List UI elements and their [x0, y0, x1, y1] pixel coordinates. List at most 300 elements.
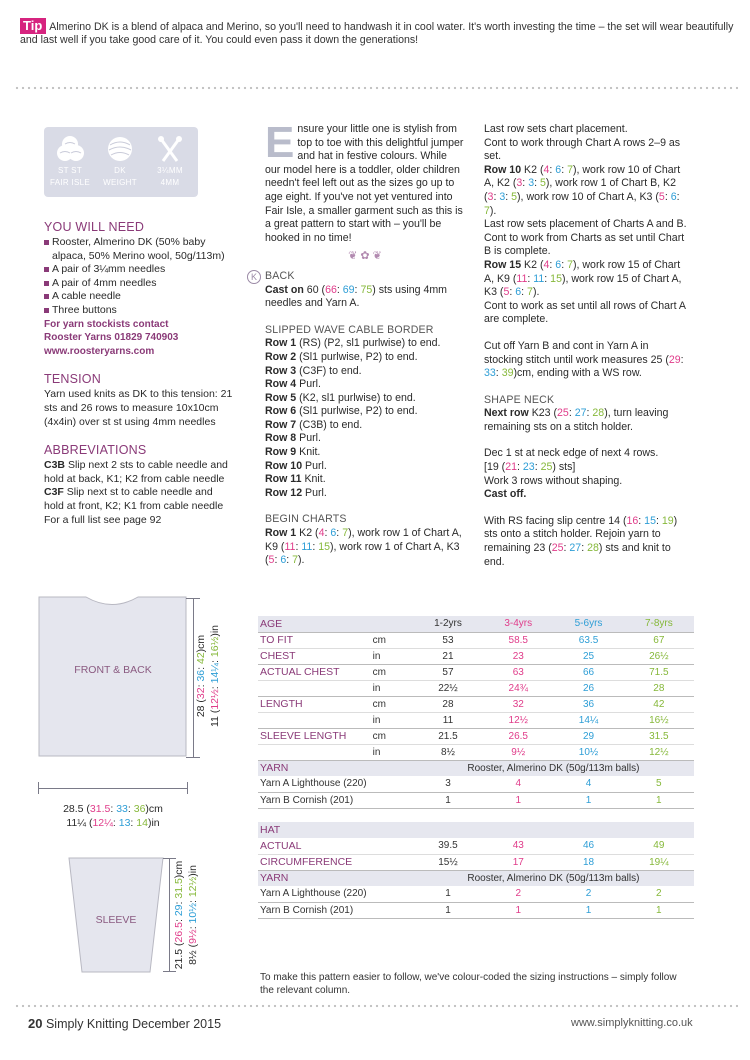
right-column — [484, 123, 689, 569]
border-row — [265, 419, 465, 433]
cell: 23 — [483, 648, 553, 664]
table-row — [258, 902, 694, 918]
age-2: 3-4yrs — [483, 616, 553, 632]
yarn-a-label: Yarn A Lighthouse (220) — [258, 776, 413, 792]
stitch-label-2: FAIR ISLE — [49, 178, 91, 187]
text: : — [173, 898, 185, 905]
needle-label-1: 3¼MM — [157, 166, 183, 175]
pattern-icons — [44, 127, 198, 197]
size4: 7 — [567, 163, 573, 176]
text: K2 ( — [524, 258, 544, 271]
size4: 7 — [292, 554, 299, 567]
para: Cont to work as set until all rows of Chart A are complete. — [484, 299, 686, 326]
cell: 18 — [553, 854, 623, 870]
text: 11¼ ( — [66, 817, 93, 829]
row-key: Row 9 — [265, 446, 297, 459]
text: : — [173, 916, 185, 923]
need-item: A pair of 3¼mm needles — [44, 263, 234, 277]
border-row — [265, 432, 465, 446]
row-text: Purl. — [305, 459, 327, 472]
width-dimension-line — [38, 788, 188, 789]
page-footer — [28, 1016, 221, 1031]
text: ) sts] — [552, 461, 576, 474]
cell: 1 — [483, 902, 553, 918]
size2: 11 — [284, 540, 296, 553]
dim-tick — [186, 598, 200, 599]
cell: 19¼ — [624, 854, 694, 870]
tip-badge: Tip — [20, 18, 46, 34]
front-back-label: FRONT & BACK — [74, 664, 152, 676]
size4: 19 — [661, 514, 674, 527]
border-row — [265, 378, 465, 392]
cell: 8½ — [413, 744, 483, 760]
row-text: Knit. — [304, 473, 326, 486]
tip-box — [20, 18, 740, 47]
para: Last row sets chart placement. — [484, 123, 628, 135]
measure-unit: in — [371, 648, 413, 664]
stockists-line-1: For yarn stockists contact — [44, 318, 169, 330]
cell: 9½ — [483, 744, 553, 760]
border-row — [265, 337, 465, 351]
hat-yarn-desc: Rooster, Almerino DK (50g/113m balls) — [413, 870, 694, 886]
cell: 14¼ — [553, 712, 623, 728]
text: )cm, ending with a WS row. — [513, 367, 642, 380]
measure-unit: in — [371, 680, 413, 696]
need-item: A pair of 4mm needles — [44, 277, 234, 291]
size2: 5 — [658, 190, 665, 203]
size2: 66 — [325, 283, 337, 296]
size2: 4 — [543, 163, 550, 176]
size4: 15 — [550, 272, 562, 285]
sleeve-length-in — [187, 865, 199, 965]
table-row — [258, 648, 694, 664]
front-height-cm — [195, 635, 207, 717]
row-key: Row 6 — [265, 405, 297, 418]
cell: 15½ — [413, 854, 483, 870]
size4: 7 — [527, 286, 533, 299]
text: 28 ( — [195, 699, 207, 718]
size2: 4 — [543, 258, 550, 271]
age-label: AGE — [258, 616, 371, 632]
yarn-balls-icon — [55, 135, 85, 163]
size4: 14 — [136, 817, 148, 829]
cell: 11 — [413, 712, 483, 728]
size2: 25 — [557, 407, 569, 420]
table-row — [258, 680, 694, 696]
cell: 22½ — [413, 680, 483, 696]
size3: 6 — [555, 163, 562, 176]
table-row — [258, 838, 694, 854]
cell: 1 — [413, 886, 483, 902]
cell: 1 — [483, 792, 553, 808]
table-row — [258, 744, 694, 760]
cell: 1 — [624, 792, 694, 808]
hat-yarn-label: YARN — [258, 870, 371, 886]
size4: 28 — [587, 542, 599, 555]
abbrev-c3f-key: C3F — [44, 486, 64, 499]
border-row — [265, 392, 465, 406]
cell: 2 — [483, 886, 553, 902]
cell: 24¾ — [483, 680, 553, 696]
size3: 33 — [484, 367, 496, 380]
intro-paragraph — [265, 118, 465, 245]
cell: 2 — [553, 886, 623, 902]
stockists-url[interactable]: www.roosteryarns.com — [44, 345, 155, 357]
text: ). — [298, 554, 305, 567]
border-rows — [265, 337, 465, 500]
shape-neck-heading: SHAPE NECK — [484, 393, 555, 406]
row-10: Row 10 K2 (4: 6: 7), work row 10 of Chart A, K2 (3: 3: 5), work row 1 of Chart B, K2 (3: 3: 5), work row 10 of Chart A, K3 (5: 6: 7). — [484, 163, 681, 217]
size3: 23 — [522, 461, 535, 474]
row-text: Knit. — [299, 446, 321, 459]
text: : — [195, 664, 207, 670]
border-row — [265, 487, 465, 501]
text: ). — [489, 204, 497, 217]
tip-text: Almerino DK is a blend of alpaca and Merino, so you'll need to handwash it in cool water. It's worth investing the time – the set will wear beautifully and last well if you take good care of it. You could even pass it down the generations! — [20, 21, 734, 46]
cell: 28 — [413, 696, 483, 712]
cell: 17 — [483, 854, 553, 870]
size2: 12½ — [209, 689, 221, 710]
cell: 1 — [413, 902, 483, 918]
size3: 27 — [574, 407, 587, 420]
cell: 12½ — [624, 744, 694, 760]
size-table — [258, 616, 694, 919]
size3: 10½ — [187, 903, 199, 924]
chart-row-1: Row 1 K2 (4: 6: 7), work row 1 of Chart A, K9 (11: 11: 15), work row 1 of Chart A, K3 (5: 6: 7). — [265, 527, 462, 567]
cell: 32 — [483, 696, 553, 712]
measure-label: SLEEVE LENGTH — [258, 728, 371, 744]
size2: 4 — [318, 527, 325, 540]
text: : — [110, 803, 117, 815]
text: ) sts and knit to end. — [484, 542, 671, 568]
cell: 26.5 — [483, 728, 553, 744]
table-row — [258, 822, 694, 838]
measure-label: LENGTH — [258, 696, 371, 712]
measure-label: TO FIT — [258, 632, 371, 648]
size4: 16½ — [209, 636, 221, 658]
dim-tick — [163, 858, 176, 859]
text: )cm — [195, 634, 207, 653]
size3: 6 — [555, 258, 562, 271]
cell: 63.5 — [553, 632, 623, 648]
cell: 36 — [553, 696, 623, 712]
table-row — [258, 870, 694, 886]
you-will-need-heading: YOU WILL NEED — [44, 220, 145, 234]
para: Cont to work through Chart A rows 2–9 as set. — [484, 136, 681, 163]
weight-label-2: WEIGHT — [103, 178, 137, 187]
cast-off: Cast off. — [484, 488, 527, 501]
abbrev-c3b — [44, 459, 234, 486]
age-3: 5-6yrs — [553, 616, 623, 632]
text: : — [195, 681, 207, 688]
table-row — [258, 776, 694, 792]
age-4: 7-8yrs — [624, 616, 694, 632]
abbrev-c3f — [44, 486, 234, 513]
text: : — [130, 817, 137, 829]
table-row — [258, 886, 694, 902]
size3: 3 — [499, 190, 506, 203]
dotted-divider — [14, 86, 738, 90]
text: 11 ( — [209, 709, 221, 727]
cell: 21.5 — [413, 728, 483, 744]
table-row — [258, 664, 694, 680]
text: ), work row 1 of Chart A, K3 ( — [265, 540, 460, 567]
measure-unit: cm — [371, 664, 413, 680]
measure-unit: cm — [371, 632, 413, 648]
row-text: (C3B) to end. — [299, 418, 363, 431]
sleeve-label: SLEEVE — [95, 914, 137, 926]
row-key: Row 12 — [265, 486, 303, 499]
row-key: Row 5 — [265, 391, 297, 404]
sleeve-dimension-line — [169, 858, 170, 972]
row-key: Row 1 — [265, 527, 297, 540]
abbreviations-heading: ABBREVIATIONS — [44, 443, 147, 458]
size3: 3 — [528, 177, 535, 190]
text: K2 ( — [524, 163, 544, 176]
page-number: 20 — [28, 1016, 43, 1031]
measure-unit: cm — [371, 696, 413, 712]
text: : — [112, 817, 119, 829]
intro-text: nsure your little one is stylish from top to toe with this delightful jumper and hat in festive colours. While our model here is a toddler, older children needn't feel left out as the sizes go up to age eight. If you've not yet ventured into Fair Isle, a smaller garment such as this is a great pattern to start with – you'll be hooked in no time! — [265, 123, 464, 244]
cast-on-key: Cast on — [265, 283, 304, 296]
middle-column — [250, 118, 465, 568]
row-text: (RS) (P2, sl1 purlwise) to end. — [299, 337, 441, 350]
text: ), work row 1 of Chart A, K9 ( — [265, 527, 462, 553]
row-text: (C3F) to end. — [299, 364, 362, 377]
size4: 7 — [484, 204, 490, 217]
stockists-line-2: Rooster Yarns 01829 740903 — [44, 332, 179, 344]
next-row: Next row K23 (25: 27: 28), turn leaving remaining sts on a stitch holder. — [484, 407, 669, 433]
table-row — [258, 854, 694, 870]
need-item: Three buttons — [44, 304, 234, 318]
size3: 33 — [116, 803, 128, 815]
abbrev-c3f-text: Slip next st to cable needle and hold at front, K2; K1 from cable needle — [44, 486, 224, 512]
cell: 25 — [553, 648, 623, 664]
size4: 25 — [540, 461, 553, 474]
row-key: Row 2 — [265, 350, 297, 363]
text: ) sts onto a stitch holder. Rejoin yarn to remaining 23 ( — [484, 514, 678, 555]
measure-unit: in — [371, 744, 413, 760]
border-row — [265, 405, 465, 419]
size4: 7 — [567, 258, 573, 271]
measure-label — [258, 744, 371, 760]
abbrev-c3b-key: C3B — [44, 459, 66, 472]
cell: 67 — [624, 632, 694, 648]
row-text: (Sl1 purlwise, P2) to end. — [299, 405, 418, 418]
text: 21.5 ( — [173, 942, 185, 970]
crossed-needles-icon — [155, 135, 185, 163]
hat-label: HAT — [258, 822, 371, 838]
row-key: Row 4 — [265, 378, 297, 391]
yarn-ball-icon — [105, 135, 135, 163]
yarn-b-label: Yarn B Cornish (201) — [258, 792, 413, 808]
size3: 6 — [330, 527, 337, 540]
cell: 58.5 — [483, 632, 553, 648]
table-row — [258, 712, 694, 728]
hat-row-label: ACTUAL — [258, 838, 371, 854]
cell: 26 — [553, 680, 623, 696]
border-row — [265, 460, 465, 474]
measure-label — [258, 712, 371, 728]
yarn-label: YARN — [258, 760, 371, 776]
size3: 11 — [533, 272, 545, 285]
cell: 26½ — [624, 648, 694, 664]
dim-tick — [163, 971, 176, 972]
size2: 26.5 — [173, 922, 185, 943]
row-key: Row 11 — [265, 473, 302, 486]
text: K2 ( — [299, 527, 319, 540]
size3: 11 — [301, 540, 313, 553]
para: Last row sets placement of Charts A and B. Cont to work from Charts as set until Chart B is complete. — [484, 218, 687, 258]
size4: 28 — [592, 407, 605, 420]
size2: 32 — [195, 687, 207, 700]
row-text: Purl. — [305, 486, 327, 499]
cell: 46 — [553, 838, 623, 854]
drop-cap: E — [265, 118, 295, 167]
size4: 12½ — [187, 876, 199, 898]
row-text: Purl. — [299, 432, 321, 445]
measure-label: CHEST — [258, 648, 371, 664]
colour-code-note: To make this pattern easier to follow, we've colour-coded the sizing instructions – simply follow the relevant column. — [260, 972, 677, 996]
row-key: Next row — [484, 407, 529, 420]
left-column — [44, 220, 234, 527]
text: With RS facing slip centre 14 ( — [484, 514, 627, 527]
cell: 10½ — [553, 744, 623, 760]
table-row — [258, 792, 694, 808]
text: : — [187, 897, 199, 904]
website-url[interactable]: www.simplyknitting.co.uk — [571, 1017, 693, 1029]
size2: 5 — [503, 286, 510, 299]
table-row — [258, 632, 694, 648]
needle-label-2: 4MM — [160, 178, 180, 187]
cell: 5 — [624, 776, 694, 792]
cell: 2 — [624, 886, 694, 902]
hat-yarn-b-label: Yarn B Cornish (201) — [258, 902, 413, 918]
need-item: Rooster, Almerino DK (50% baby alpaca, 50% Merino wool, 50g/113m) — [44, 236, 234, 263]
measure-unit: cm — [371, 728, 413, 744]
cell: 31.5 — [624, 728, 694, 744]
yarn-desc: Rooster, Almerino DK (50g/113m balls) — [413, 760, 694, 776]
cell: 1 — [553, 902, 623, 918]
text: ), work row 15 of Chart A, K3 ( — [484, 272, 682, 299]
size3: 69 — [342, 283, 355, 296]
text: : — [209, 657, 221, 663]
cell: 49 — [624, 838, 694, 854]
size3: 36 — [195, 669, 207, 682]
row-key: Row 3 — [265, 364, 297, 377]
cell: 4 — [553, 776, 623, 792]
size3: 29 — [173, 904, 185, 917]
back-heading: BACK — [265, 269, 295, 282]
para: [19 (21: 23: 25) sts] — [484, 461, 576, 474]
abbrev-c3b-text: Slip next 2 sts to cable needle and hold at back, K1; K2 from cable needle — [44, 459, 228, 485]
text: [19 ( — [484, 461, 506, 474]
text: : — [187, 923, 199, 930]
row-key: Row 10 — [265, 459, 303, 472]
text: : — [127, 803, 134, 815]
cell: 21 — [413, 648, 483, 664]
cell: 1 — [413, 792, 483, 808]
tension-heading: TENSION — [44, 372, 101, 387]
size3: 6 — [280, 554, 287, 567]
text: )in — [187, 865, 199, 877]
stitch-info — [48, 135, 92, 187]
cell: 39.5 — [413, 838, 483, 854]
para: With RS facing slip centre 14 (16: 15: 19) sts onto a stitch holder. Rejoin yarn to remaining 23 (25: 27: 28) sts and knit to end. — [484, 514, 678, 568]
table-row — [258, 728, 694, 744]
size2: 16 — [626, 514, 639, 527]
table-row — [258, 616, 694, 632]
size2: 25 — [551, 542, 564, 555]
text: ), turn leaving remaining sts on a stitch holder. — [484, 407, 669, 433]
measure-label: ACTUAL CHEST — [258, 664, 371, 680]
spacer-row — [258, 808, 694, 822]
dotted-divider — [14, 1004, 738, 1008]
size2: 11 — [516, 272, 528, 285]
size3: 13 — [118, 817, 131, 829]
size2: 31.5 — [89, 803, 111, 815]
size2: 3 — [516, 177, 523, 190]
size2: 9½ — [187, 929, 199, 944]
measurements-body — [258, 632, 694, 760]
table-row — [258, 760, 694, 776]
para: Cut off Yarn B and cont in Yarn A in stocking stitch until work measures 25 (29: 33: 39)cm, ending with a WS row. — [484, 339, 684, 380]
text: ), work row 15 of Chart A, K9 ( — [484, 258, 681, 285]
size3: 6 — [670, 190, 677, 203]
cell: 1 — [624, 902, 694, 918]
text: ), work row 10 of Chart A, K2 ( — [484, 163, 681, 190]
cell: 43 — [483, 838, 553, 854]
dim-tick — [38, 782, 39, 794]
size4: 5 — [539, 177, 546, 190]
size2: 3 — [487, 190, 494, 203]
border-row — [265, 446, 465, 460]
size4: 42 — [195, 652, 207, 665]
cell: 4 — [483, 776, 553, 792]
para: Work 3 rows without shaping. — [484, 474, 623, 487]
size3: 27 — [569, 542, 582, 555]
size2: 21 — [505, 461, 517, 474]
text: )cm — [145, 803, 163, 815]
row-key: Row 15 — [484, 258, 522, 271]
row-text: Purl. — [299, 378, 321, 391]
age-1: 1-2yrs — [413, 616, 483, 632]
size2: 5 — [268, 554, 275, 567]
size3: 15 — [644, 514, 656, 527]
cell: 42 — [624, 696, 694, 712]
cell: 53 — [413, 632, 483, 648]
front-back-schematic — [38, 596, 188, 758]
magazine-name: Simply Knitting December 2015 — [45, 1017, 222, 1031]
row-text: (Sl1 purlwise, P2) to end. — [299, 350, 418, 363]
text: )in — [209, 625, 221, 637]
ornament-divider: ❦ ✿ ❦ — [348, 250, 382, 263]
text: : — [209, 683, 221, 690]
measure-unit: in — [371, 712, 413, 728]
border-heading: SLIPPED WAVE CABLE BORDER — [265, 323, 434, 336]
text: K23 ( — [531, 407, 558, 420]
size2: 29 — [668, 353, 681, 366]
weight-label-1: DK — [114, 166, 126, 175]
cell: 1 — [553, 792, 623, 808]
sleeve-length-cm — [173, 861, 185, 970]
height-dimension-line — [193, 598, 194, 758]
size4: 5 — [511, 190, 518, 203]
row-15: Row 15 K2 (4: 6: 7), work row 15 of Chart A, K9 (11: 11: 15), work row 15 of Chart A, K3 (5: 6: 7). — [484, 258, 682, 299]
weight-info — [98, 135, 142, 187]
dim-tick — [186, 757, 200, 758]
size4: 31.5 — [173, 878, 185, 899]
